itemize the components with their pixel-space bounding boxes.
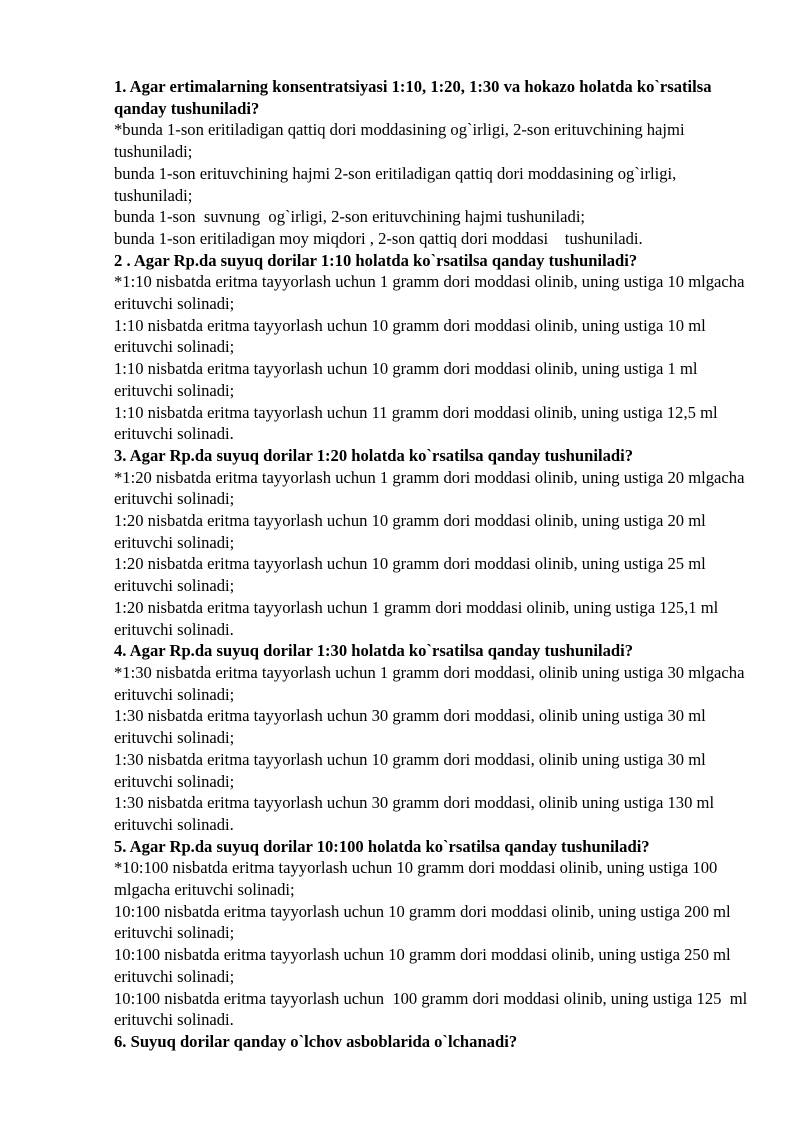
document-page [114, 76, 754, 1053]
answer-option: bunda 1-son suvnung og`irligi, 2-son erituvchining hajmi tushuniladi; [114, 207, 586, 227]
answer-options [114, 271, 754, 445]
question-text: 5. Agar Rp.da suyuq dorilar 10:100 holatda ko`rsatilsa qanday tushuniladi? [114, 836, 650, 856]
answer-option: 10:100 nisbatda eritma tayyorlash uchun 100 gramm dori moddasi olinib, uning ustiga 125 ml erituvchi solinadi. [114, 988, 752, 1030]
answer-option: bunda 1-son eritiladigan moy miqdori , 2-son qattiq dori moddasi tushuniladi. [114, 228, 643, 248]
answer-option-correct: *1:10 nisbatda eritma tayyorlash uchun 1 gramm dori moddasi olinib, uning ustiga 10 mlgacha erituvchi solinadi; [114, 272, 749, 314]
question-5 [114, 836, 754, 1031]
question-1 [114, 76, 754, 250]
answer-option-correct: *1:20 nisbatda eritma tayyorlash uchun 1 gramm dori moddasi olinib, uning ustiga 20 mlgacha erituvchi solinadi; [114, 467, 749, 509]
question-text: 3. Agar Rp.da suyuq dorilar 1:20 holatda ko`rsatilsa qanday tushuniladi? [114, 445, 634, 465]
question-text: 2 . Agar Rp.da suyuq dorilar 1:10 holatda ko`rsatilsa qanday tushuniladi? [114, 250, 638, 270]
answer-option: 1:30 nisbatda eritma tayyorlash uchun 30 gramm dori moddasi, olinib uning ustiga 130 ml erituvchi solinadi. [114, 793, 719, 834]
question-6 [114, 1031, 754, 1053]
answer-option: 10:100 nisbatda eritma tayyorlash uchun 10 gramm dori moddasi olinib, uning ustiga 250 ml erituvchi solinadi; [114, 945, 735, 986]
answer-option: bunda 1-son erituvchining hajmi 2-son eritiladigan qattiq dori moddasining og`irligi, tushuniladi; [114, 163, 681, 205]
answer-option: 1:30 nisbatda eritma tayyorlash uchun 30 gramm dori moddasi, olinib uning ustiga 30 ml erituvchi solinadi; [114, 706, 710, 748]
question-2 [114, 250, 754, 445]
answer-options [114, 662, 754, 836]
answer-option: 1:10 nisbatda eritma tayyorlash uchun 10 gramm dori moddasi olinib, uning ustiga 10 ml erituvchi solinadi; [114, 315, 710, 357]
answer-options [114, 467, 754, 641]
question-text: 4. Agar Rp.da suyuq dorilar 1:30 holatda ko`rsatilsa qanday tushuniladi? [114, 641, 634, 661]
question-text: 1. Agar ertimalarning konsentratsiyasi 1:10, 1:20, 1:30 va hokazo holatda ko`rsatilsa qanday tushuniladi? [114, 77, 712, 118]
answer-option: 10:100 nisbatda eritma tayyorlash uchun 10 gramm dori moddasi olinib, uning ustiga 200 ml erituvchi solinadi; [114, 901, 735, 943]
answer-option: 1:20 nisbatda eritma tayyorlash uchun 1 gramm dori moddasi olinib, uning ustiga 125,1 ml erituvchi solinadi. [114, 597, 723, 639]
answer-option-correct: *bunda 1-son eritiladigan qattiq dori moddasining og`irligi, 2-son erituvchining hajmi tushuniladi; [114, 120, 689, 162]
answer-option-correct: *10:100 nisbatda eritma tayyorlash uchun 10 gramm dori moddasi olinib, uning ustiga 100 mlgacha erituvchi solinadi; [114, 858, 722, 900]
answer-option: 1:30 nisbatda eritma tayyorlash uchun 10 gramm dori moddasi, olinib uning ustiga 30 ml erituvchi solinadi; [114, 749, 710, 791]
answer-option-correct: *1:30 nisbatda eritma tayyorlash uchun 1 gramm dori moddasi, olinib uning ustiga 30 mlgacha erituvchi solinadi; [114, 662, 749, 704]
question-4 [114, 640, 754, 835]
question-text: 6. Suyuq dorilar qanday o`lchov asboblarida o`lchanadi? [114, 1031, 518, 1051]
answer-options [114, 857, 754, 1031]
answer-option: 1:10 nisbatda eritma tayyorlash uchun 11 gramm dori moddasi olinib, uning ustiga 12,5 ml erituvchi solinadi. [114, 402, 722, 444]
answer-options [114, 119, 754, 249]
answer-option: 1:20 nisbatda eritma tayyorlash uchun 10 gramm dori moddasi olinib, uning ustiga 25 ml erituvchi solinadi; [114, 554, 710, 596]
answer-option: 1:20 nisbatda eritma tayyorlash uchun 10 gramm dori moddasi olinib, uning ustiga 20 ml erituvchi solinadi; [114, 511, 710, 552]
answer-option: 1:10 nisbatda eritma tayyorlash uchun 10 gramm dori moddasi olinib, uning ustiga 1 ml erituvchi solinadi; [114, 359, 702, 400]
question-3 [114, 445, 754, 640]
